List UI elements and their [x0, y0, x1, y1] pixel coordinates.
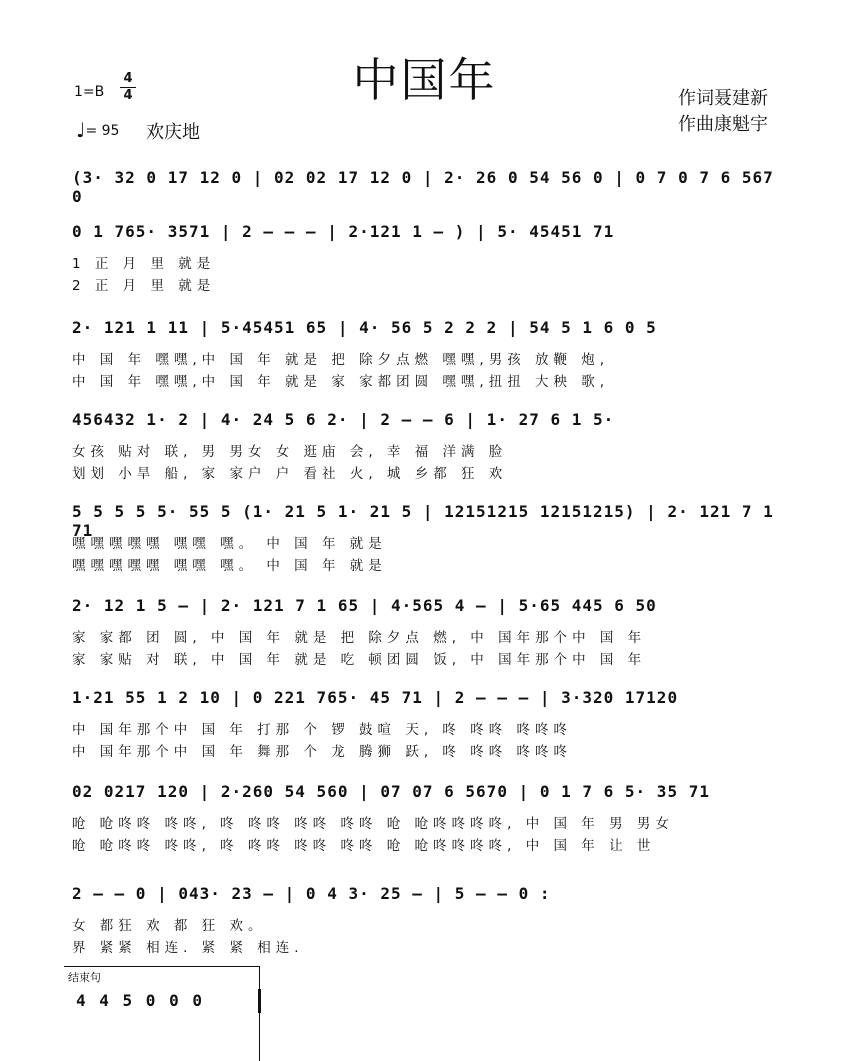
- lyric-line: 女 都狂 欢 都 狂 欢。: [72, 918, 267, 934]
- notation-line: 5 5 5 5 5· 55 5 (1· 21 5 1· 21 5 | 12151215 12151215) | 2· 121 7 1 71: [72, 502, 774, 540]
- lyric-line: 2 正 月 里 就是: [72, 278, 216, 294]
- notation-line: 02 0217 120 | 2·260 54 560 | 07 07 6 5670 | 0 1 7 6 5· 35 71: [72, 782, 710, 801]
- lyric-line: 中 国年那个中 国 年 舞那 个 龙 腾狮 跃, 咚 咚咚 咚咚咚: [72, 744, 572, 760]
- meter-bottom: 4: [123, 88, 133, 103]
- tempo-mark: [76, 116, 119, 140]
- notation-line: 0 1 765· 3571 | 2 – – – | 2·121 1 – ) | 5· 45451 71: [72, 222, 615, 241]
- notation-line: (3· 32 0 17 12 0 | 02 02 17 12 0 | 2· 26 0 54 56 0 | 0 7 0 7 6 567 0: [72, 168, 774, 206]
- lyric-line: 呛 呛咚咚 咚咚, 咚 咚咚 咚咚 咚咚 呛 呛咚咚咚咚, 中 国 年 男 男女: [72, 816, 674, 832]
- notation-line: 1·21 55 1 2 10 | 0 221 765· 45 71 | 2 – – – | 3·320 17120: [72, 688, 679, 707]
- song-title: 中国年: [352, 53, 497, 107]
- key-signature: 1=B: [74, 84, 105, 100]
- final-barline: [258, 989, 261, 1013]
- composer-credit: 作曲康魁宇: [678, 114, 768, 135]
- notation-line: 2· 12 1 5 – | 2· 121 7 1 65 | 4·565 4 – | 5·65 445 6 50: [72, 596, 657, 615]
- notation-line: 456432 1· 2 | 4· 24 5 6 2· | 2 – – 6 | 1· 27 6 1 5·: [72, 410, 615, 429]
- lyric-line: 嘿嘿嘿嘿嘿 嘿嘿 嘿。 中 国 年 就是: [72, 536, 387, 552]
- lyric-line: 家 家都 团 圆, 中 国 年 就是 把 除夕点 燃, 中 国年那个中 国 年: [72, 630, 647, 646]
- time-signature: [120, 72, 136, 103]
- lyric-line: 女孩 贴对 联, 男 男女 女 逛庙 会, 幸 福 洋满 脸: [72, 444, 508, 460]
- lyricist-credit: 作词聂建新: [678, 88, 768, 109]
- notation-line: 2· 121 1 11 | 5·45451 65 | 4· 56 5 2 2 2 | 54 5 1 6 0 5: [72, 318, 657, 337]
- lyric-line: 嘿嘿嘿嘿嘿 嘿嘿 嘿。 中 国 年 就是: [72, 558, 387, 574]
- notation-line: 2 – – 0 | 043· 23 – | 0 4 3· 25 – | 5 – – 0 :: [72, 884, 551, 903]
- lyric-line: 家 家贴 对 联, 中 国 年 就是 吃 顿团圆 饭, 中 国年那个中 国 年: [72, 652, 647, 668]
- lyric-line: 中 国 年 嘿嘿,中 国 年 就是 把 除夕点燃 嘿嘿,男孩 放鞭 炮,: [72, 352, 610, 368]
- ending-notes: 4 4 5 0 0 0: [76, 991, 204, 1010]
- tempo-value: = 95: [85, 123, 120, 139]
- expression-mark: 欢庆地: [146, 122, 200, 143]
- lyric-line: 划划 小旱 船, 家 家户 户 看社 火, 城 乡都 狂 欢: [72, 466, 508, 482]
- ending-box: [64, 966, 260, 1061]
- lyric-line: 界 紧紧 相连. 紧 紧 相连.: [72, 940, 304, 956]
- meter-top: 4: [123, 71, 133, 86]
- lyric-line: 中 国年那个中 国 年 打那 个 锣 鼓喧 天, 咚 咚咚 咚咚咚: [72, 722, 572, 738]
- quarter-note-icon: ♩: [76, 118, 86, 142]
- lyric-line: 1 正 月 里 就是: [72, 256, 216, 272]
- lyric-line: 呛 呛咚咚 咚咚, 咚 咚咚 咚咚 咚咚 呛 呛咚咚咚咚, 中 国 年 让 世: [72, 838, 656, 854]
- lyric-line: 中 国 年 嘿嘿,中 国 年 就是 家 家都团圆 嘿嘿,扭扭 大秧 歌,: [72, 374, 610, 390]
- ending-label: 结束句: [68, 971, 101, 984]
